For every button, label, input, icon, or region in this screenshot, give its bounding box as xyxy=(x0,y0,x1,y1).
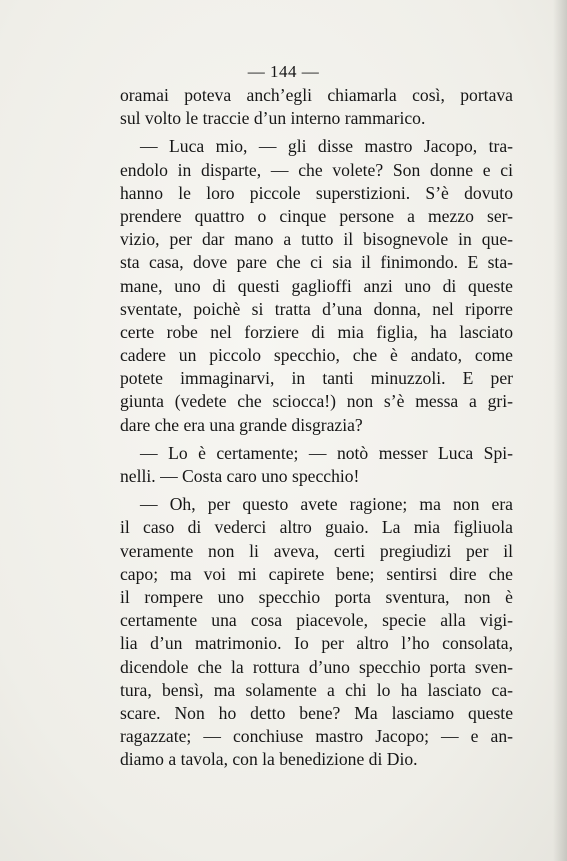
text-line: ragazzate; — conchiuse mastro Jacopo; — e an- xyxy=(120,726,513,747)
text-line: nelli. — Costa caro uno specchio! xyxy=(120,466,360,486)
text-line: certe robe nel forziere di mia figlia, ha lasciato xyxy=(120,321,513,342)
text-line: veramente non li aveva, certi pregiudizi per il xyxy=(120,540,513,561)
text-line: giunta (vedete che sciocca!) non s’è messa a gri- xyxy=(120,391,513,412)
text-line: — Luca mio, — gli disse mastro Jacopo, tra- xyxy=(140,136,513,157)
body-text xyxy=(120,84,513,771)
paragraph-1 xyxy=(120,84,513,130)
paragraph-2 xyxy=(120,135,513,436)
text-line: — Lo è certamente; — notò messer Luca Spi- xyxy=(140,442,513,463)
text-line: tura, bensì, ma solamente a chi lo ha lasciato ca- xyxy=(120,679,513,700)
text-line: cadere un piccolo specchio, che è andato, come xyxy=(120,345,513,366)
text-line: capo; ma voi mi capirete bene; sentirsi dire che xyxy=(120,563,513,584)
text-line: potete immaginarvi, in tanti minuzzoli. E per xyxy=(120,368,513,389)
text-line: — Oh, per questo avete ragione; ma non era xyxy=(140,494,513,515)
paragraph-4 xyxy=(120,493,513,771)
text-line: certamente una cosa piacevole, specie alla vigi- xyxy=(120,610,513,631)
text-line: mane, uno di questi gaglioffi anzi uno di queste xyxy=(120,275,513,296)
text-line: prendere quattro o cinque persone a mezzo ser- xyxy=(120,205,513,226)
text-line: il caso di vederci altro guaio. La mia figliuola xyxy=(120,517,513,538)
text-line: lia d’un matrimonio. Io per altro l’ho consolata, xyxy=(120,633,513,654)
text-line: endolo in disparte, — che volete? Son donne e ci xyxy=(120,159,513,180)
text-line: diamo a tavola, con la benedizione di Dio. xyxy=(120,749,418,770)
paragraph-3 xyxy=(120,442,513,488)
text-line: scare. Non ho detto bene? Ma lasciamo queste xyxy=(120,702,513,723)
text-line: vizio, per dar mano a tutto il bisognevole in que- xyxy=(120,229,513,250)
text-line: dicendole che la rottura d’uno specchio porta sven- xyxy=(120,656,513,677)
page-number: — 144 — xyxy=(247,62,320,81)
text-line: il rompere uno specchio porta sventura, non è xyxy=(120,586,513,607)
text-line: hanno le loro piccole superstizioni. S’è dovuto xyxy=(120,182,513,203)
text-line: sul volto le traccie d’un interno rammarico. xyxy=(120,108,426,129)
text-line: sventate, poichè si tratta d’una donna, nel riporre xyxy=(120,298,513,319)
text-line: dare che era una grande disgrazia? xyxy=(120,414,363,435)
page-binding-shadow xyxy=(553,0,567,861)
text-line: oramai poteva anch’egli chiamarla così, portava xyxy=(120,85,513,105)
text-line: sta casa, dove pare che ci sia il finimondo. E sta- xyxy=(120,252,513,273)
